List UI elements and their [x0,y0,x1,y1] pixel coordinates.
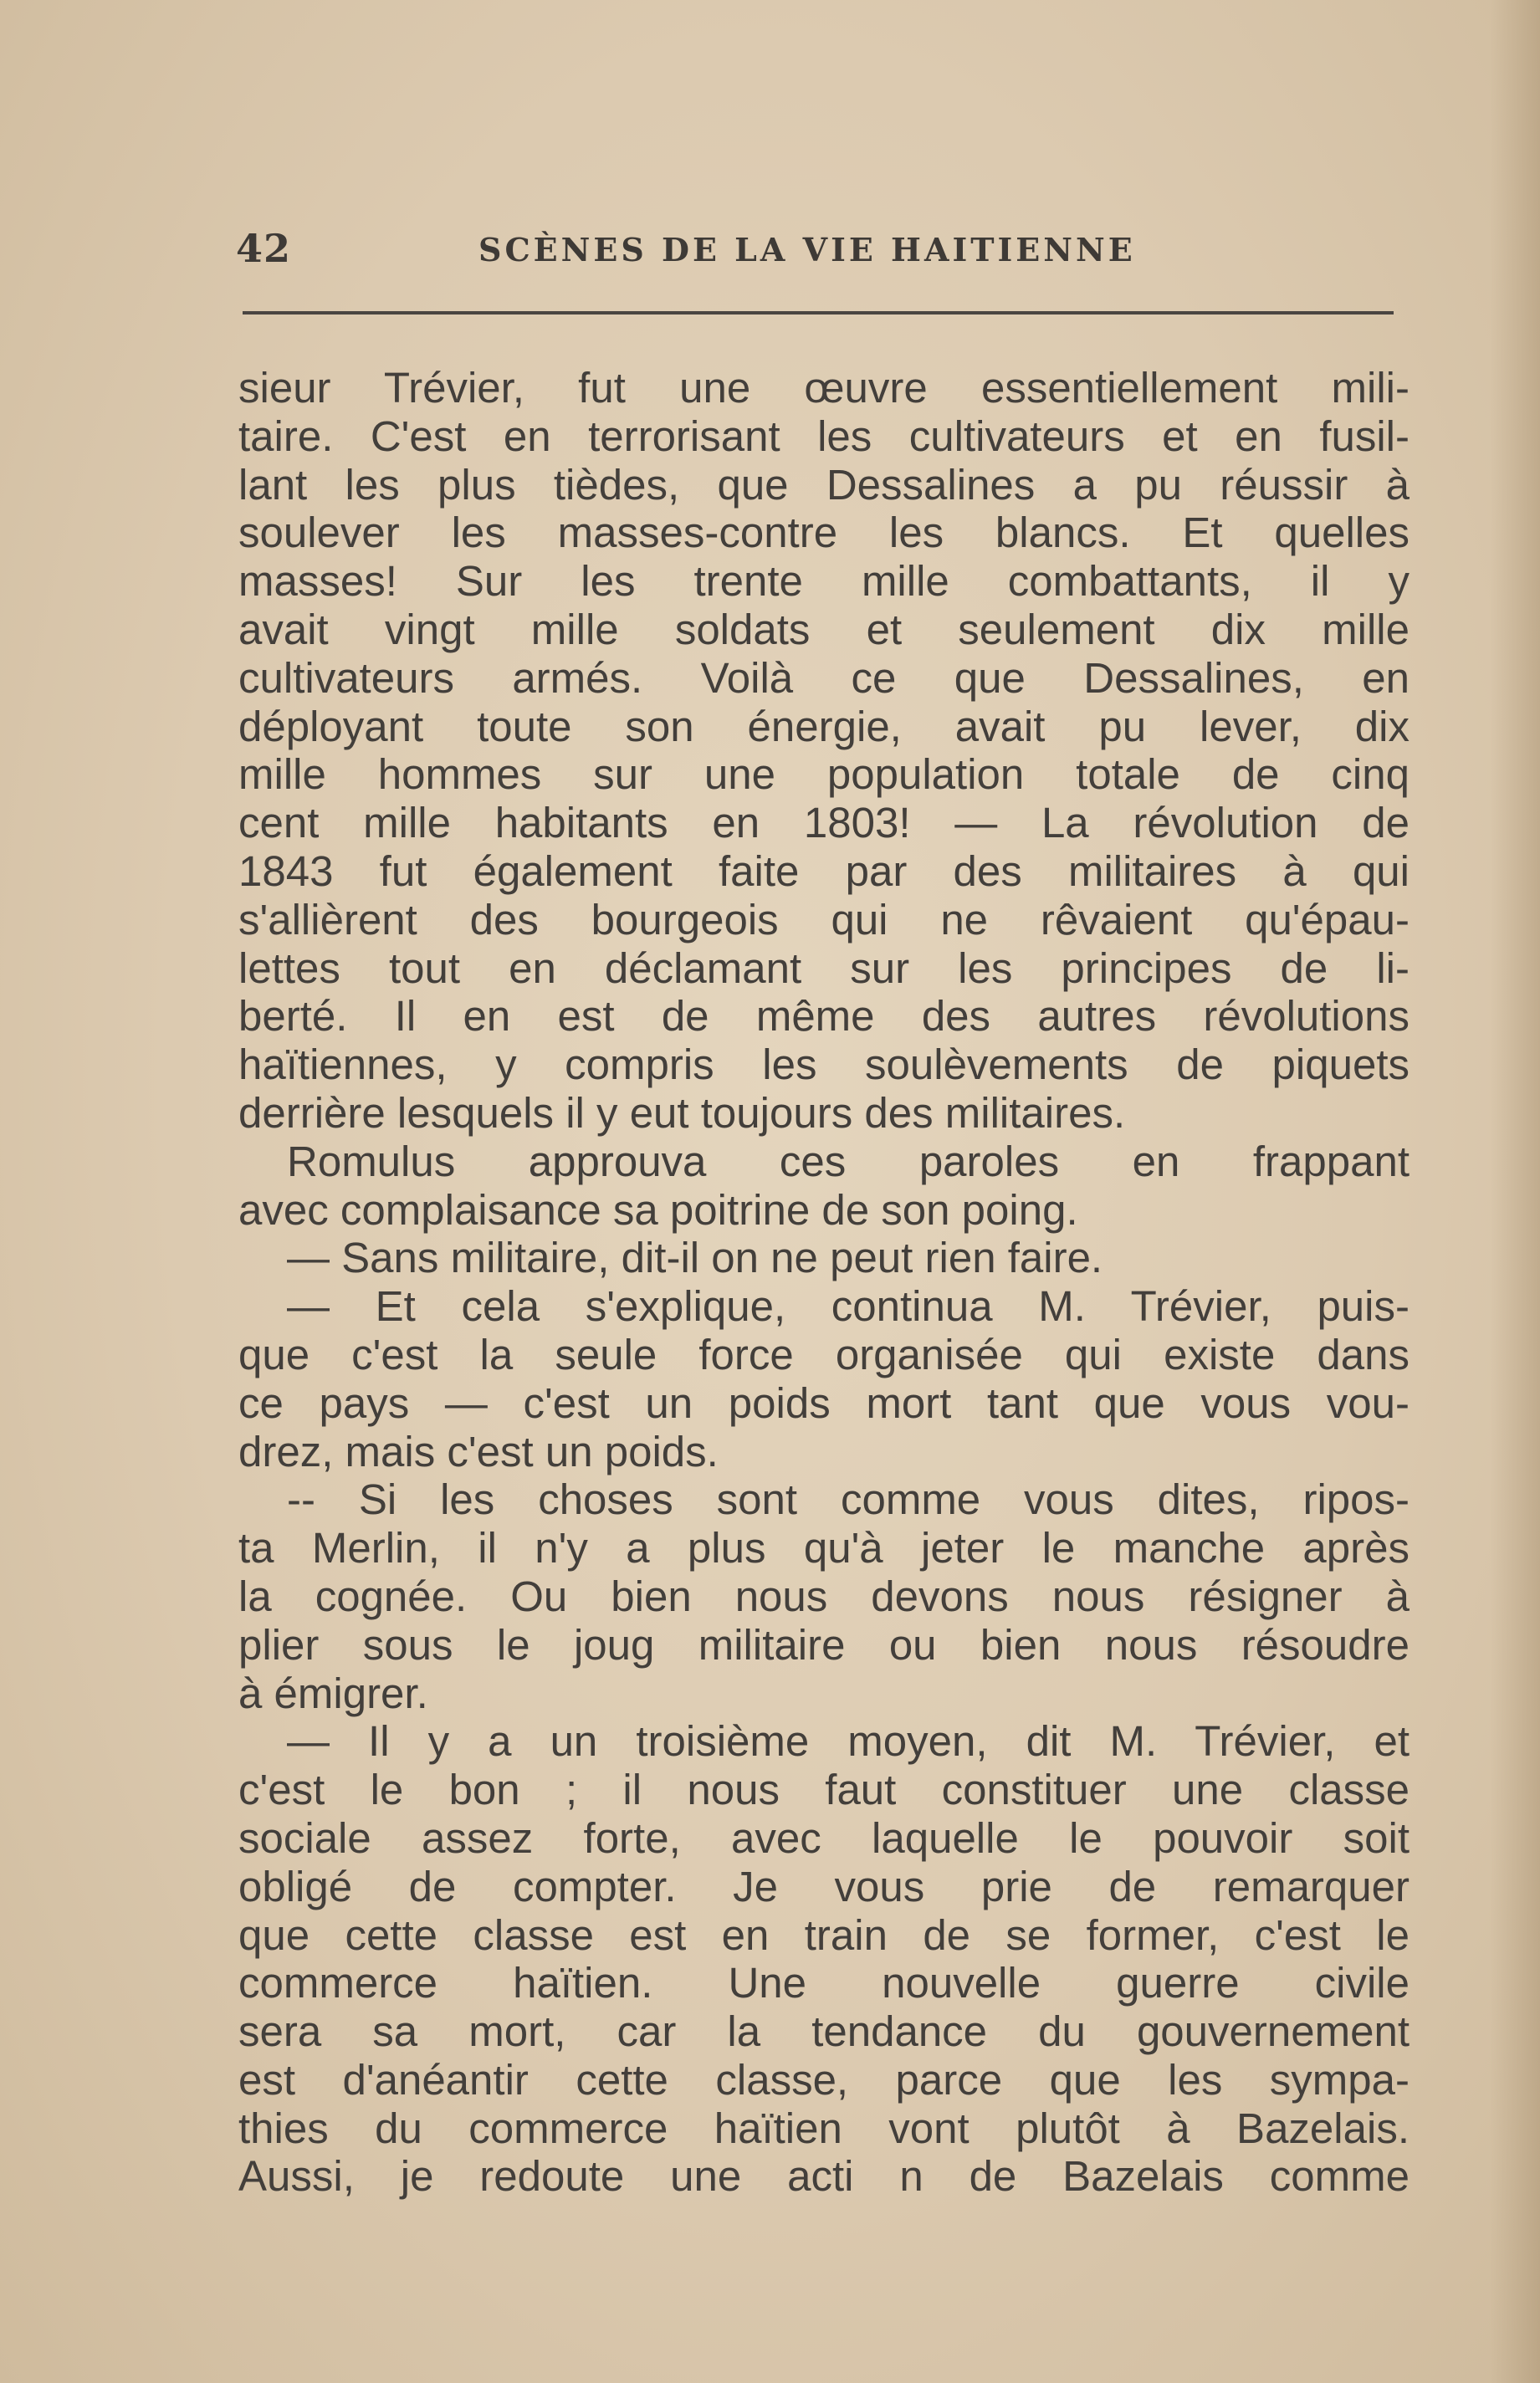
text-line: cent mille habitants en 1803! — La révolution de [238,799,1410,847]
text-line: plier sous le joug militaire ou bien nous résoudre [238,1620,1410,1669]
text-line: berté. Il en est de même des autres révolutions [238,992,1410,1041]
text-line: lant les plus tièdes, que Dessalines a pu réussir à [238,460,1410,509]
text-line: avait vingt mille soldats et seulement dix mille [238,605,1410,653]
text-line: ce pays — c'est un poids mort tant que vous vou- [238,1378,1410,1427]
text-line: — Il y a un troisième moyen, dit M. Trévier, et [287,1717,1410,1766]
text-line: Romulus approuva ces paroles en frappant [287,1137,1410,1185]
text-line: que cette classe est en train de se former, c'est le [238,1910,1410,1959]
text-line: à émigrer. [238,1669,428,1717]
text-line: s'allièrent des bourgeois qui ne rêvaient qu'épau- [238,895,1410,943]
text-line: commerce haïtien. Une nouvelle guerre civile [238,1959,1410,2007]
text-line: avec complaisance sa poitrine de son poing. [238,1185,1078,1234]
text-line: obligé de compter. Je vous prie de remarquer [238,1862,1410,1910]
text-line: que c'est la seule force organisée qui existe dans [238,1330,1410,1378]
text-line: cultivateurs armés. Voilà ce que Dessalines, en [238,653,1410,702]
text-line: sieur Trévier, fut une œuvre essentiellement mili- [238,364,1410,412]
text-line: — Sans militaire, dit-il on ne peut rien faire. [287,1234,1103,1282]
header-rule [243,311,1394,314]
running-head [236,226,1394,293]
text-line: sera sa mort, car la tendance du gouvernement [238,2007,1410,2056]
text-line: 1843 fut également faite par des militaires à qui [238,846,1410,895]
text-line: lettes tout en déclamant sur les principes de li- [238,943,1410,992]
running-title: SCÈNES DE LA VIE HAITIENNE [478,231,1136,268]
text-line: masses! Sur les trente mille combattants, il y [238,557,1410,606]
text-line: est d'anéantir cette classe, parce que les sympa- [238,2055,1410,2104]
text-line: drez, mais c'est un poids. [238,1427,719,1475]
body-text [238,364,1410,2201]
text-line: derrière lesquels il y eut toujours des militaires. [238,1088,1126,1137]
text-line: thies du commerce haïtien vont plutôt à Bazelais. [238,2104,1410,2152]
text-line: déployant toute son énergie, avait pu lever, dix [238,702,1410,750]
text-line: — Et cela s'explique, continua M. Trévier, puis- [287,1282,1410,1331]
text-line: ta Merlin, il n'y a plus qu'à jeter le manche après [238,1524,1410,1572]
text-line: taire. C'est en terrorisant les cultivateurs et en fusil- [238,412,1410,460]
text-line: haïtiennes, y compris les soulèvements de piquets [238,1041,1410,1089]
page-number: 42 [236,226,292,271]
text-line: -- Si les choses sont comme vous dites, ripos- [287,1475,1410,1524]
text-line: sociale assez forte, avec laquelle le pouvoir soit [238,1813,1410,1862]
text-line: soulever les masses-contre les blancs. Et quelles [238,509,1410,557]
text-line: c'est le bon ; il nous faut constituer une classe [238,1766,1410,1814]
text-line: la cognée. Ou bien nous devons nous résigner à [238,1572,1410,1620]
text-line: mille hommes sur une population totale de cinq [238,750,1410,799]
text-line: Aussi, je redoute une acti n de Bazelais comme [238,2152,1410,2201]
